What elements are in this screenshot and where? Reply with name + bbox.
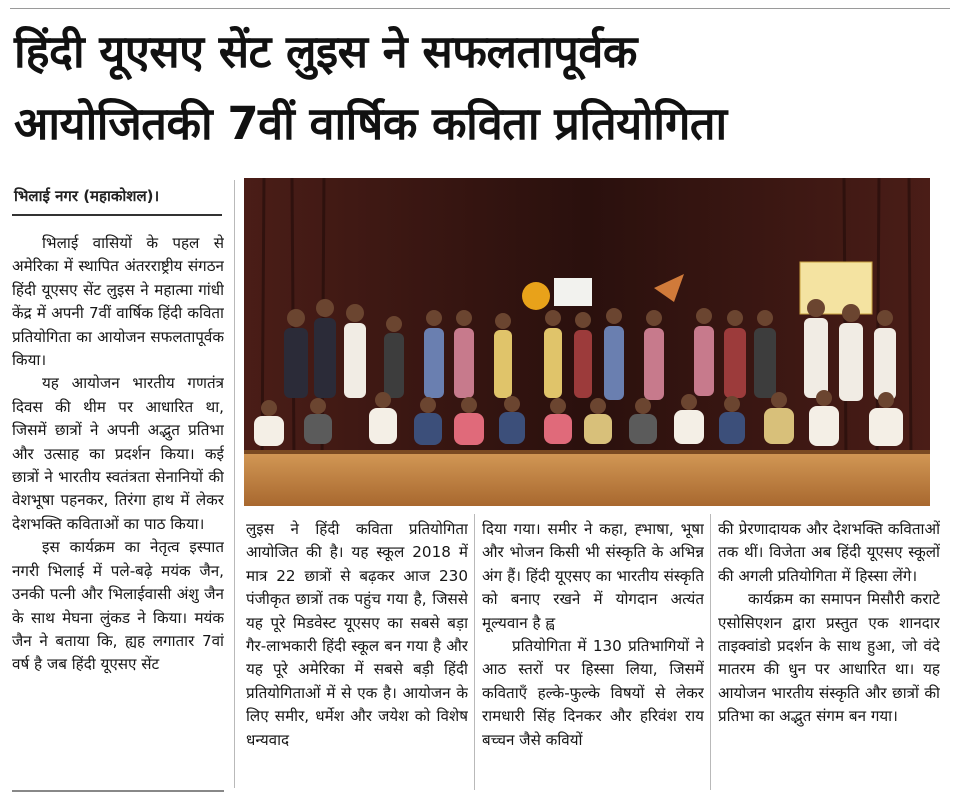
dateline-rule [12,214,222,216]
column-divider [474,514,475,790]
top-rule [10,8,950,9]
article-column-1 [12,232,224,788]
paragraph: दिया गया। समीर ने कहा, ह्भाषा, भूषा और भोजन किसी भी संस्कृति के अभिन्न अंग हैं। हिंदी यूएसए का भारतीय संस्कृति को बनाए रखने में योगदान अत्यंत मूल्यवान है ह्व [482,520,704,632]
article-column-4 [718,518,940,790]
column-divider [710,514,711,790]
group-photo [244,178,930,506]
column-divider [234,180,235,788]
paragraph: यह आयोजन भारतीय गणतंत्र दिवस की थीम पर आधारित था, जिसमें छात्रों ने अपनी अद्भुत प्रतिभा और उत्साह का प्रदर्शन किया। कई छात्रों ने भारतीय स्वतंत्रता सेनानियों की वेशभूषा पहनकर, तिरंगा हाथ में लेकर देशभक्ति कविताओं का पाठ किया। [12,374,224,533]
paragraph: भिलाई वासियों के पहल से अमेरिका में स्थापित अंतरराष्ट्रीय संगठन हिंदी यूएसए सेंट लुइस ने महात्मा गांधी केंद्र में अपनी 7वीं वार्षिक हिंदी कविता प्रतियोगिता का आयोजन सफलतापूर्वक किया। [12,234,224,370]
paragraph: लुइस ने हिंदी कविता प्रतियोगिता आयोजित की है। यह स्कूल 2018 में मात्र 22 छात्रों से बढ़कर आज 230 पंजीकृत छात्रों तक पहुंच गया है, जिससे यह पूरे मिडवेस्ट यूएसए का सबसे बड़ा गैर-लाभकारी हिंदी स्कूल बन गया है और यह पूरे अमेरिका में सबसे बड़ी हिंदी प्रतियोगिताओं में से एक है। आयोजन के लिए समीर, धर्मेश और जयेश को विशेष धन्यवाद [246,520,468,749]
headline-line-2: आयोजितकी 7वीं वार्षिक कविता प्रतियोगिता [14,97,727,150]
article-column-3 [482,518,704,790]
paragraph: इस कार्यक्रम का नेतृत्व इस्पात नगरी भिलाई में पले-बढ़े मयंक जैन, उनकी पत्नी और भिलाईवासी अंशु जैन के साथ मेघना लुंकड ने किया। मयंक जैन ने बताया कि, ह्यह लगातार 7वां वर्ष है जब हिंदी यूएसए सेंट [12,538,224,674]
headline [14,16,944,160]
column-1-bottom-rule [12,790,224,792]
paragraph: की प्रेरणादायक और देशभक्ति कविताओं तक थीं। विजेता अब हिंदी यूएसए स्कूलों की अगली प्रतियोगिता में हिस्सा लेंगे। [718,520,940,585]
paragraph: प्रतियोगिता में 130 प्रतिभागियों ने आठ स्तरों पर हिस्सा लिया, जिसमें कविताएँ हल्के-फुल्के विषयों से लेकर रामधारी सिंह दिनकर और हरिवंश राय बच्चन जैसे कवियों [482,637,704,749]
headline-line-1: हिंदी यूएसए सेंट लुइस ने सफलतापूर्वक [14,25,637,78]
dateline: भिलाई नगर (महाकोशल)। [14,187,160,205]
paragraph: कार्यक्रम का समापन मिसौरी कराटे एसोसिएशन द्वारा प्रस्तुत एक शानदार ताइक्वांडो प्रदर्शन के साथ हुआ, जो वंदे मातरम की धुन पर आधारित था। यह आयोजन भारतीय संस्कृति और छात्रों की प्रतिभा का अद्भुत संगम बन गया। [718,590,940,726]
group-photo-icon [244,178,930,506]
article-column-2 [246,518,468,790]
